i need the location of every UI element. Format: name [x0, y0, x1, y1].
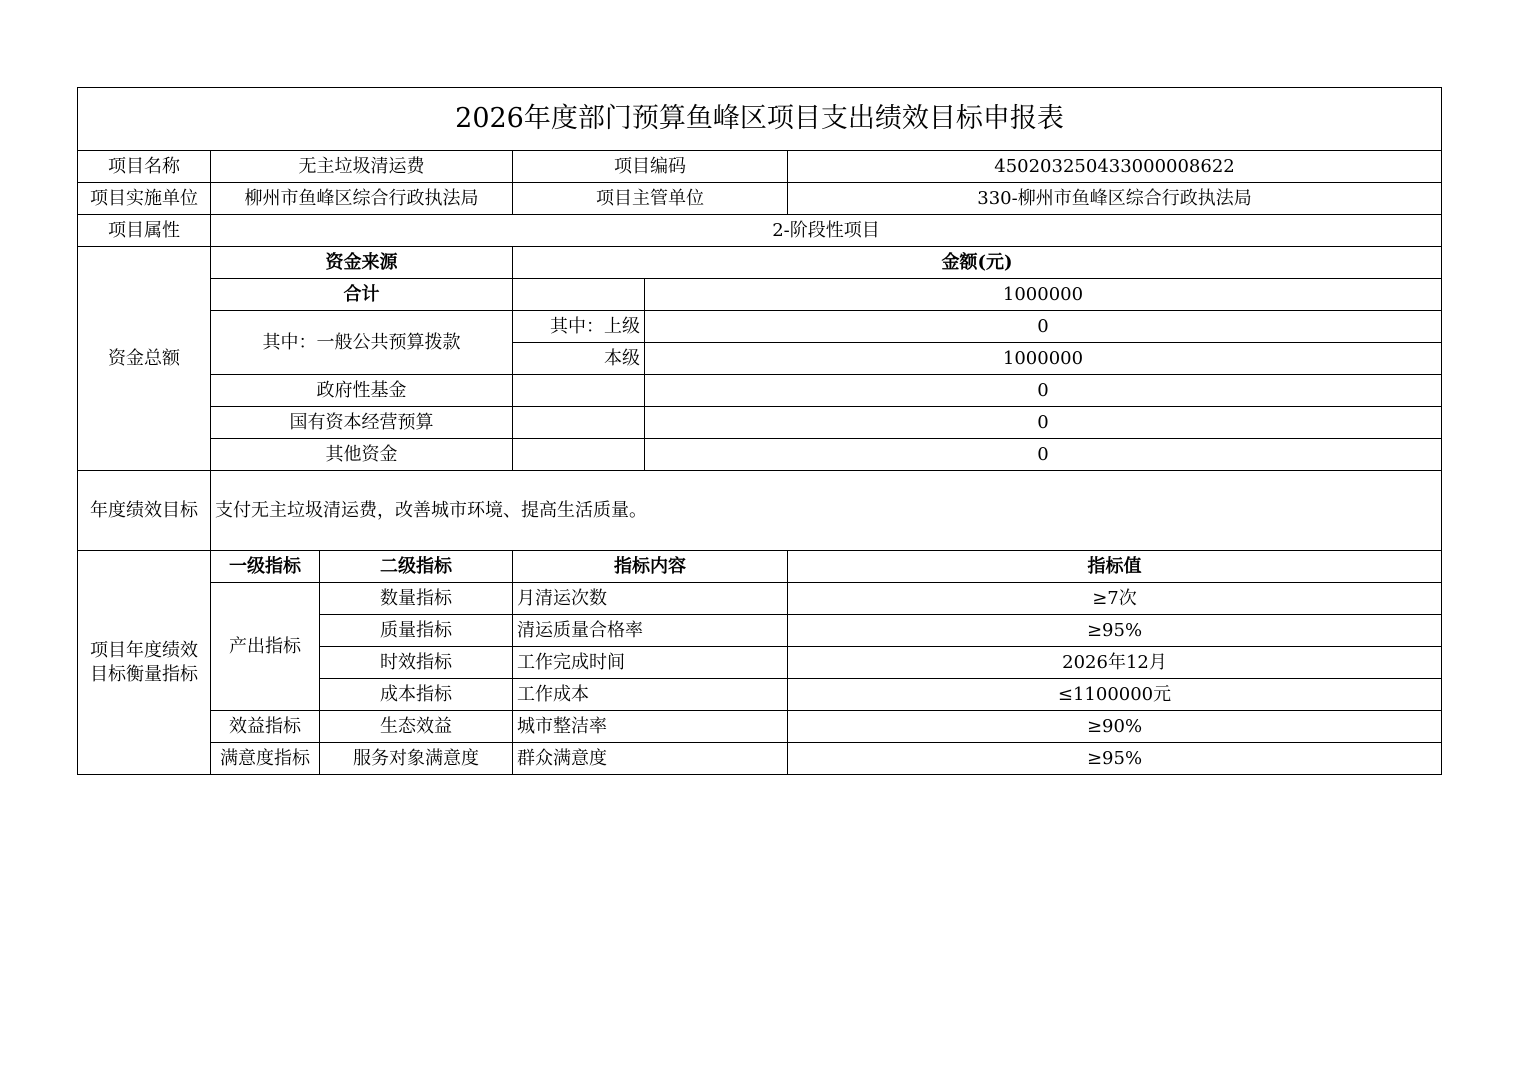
funds-total-value: 1000000: [645, 279, 1442, 311]
funds-amount-header: 金额(元): [513, 247, 1442, 279]
project-name-value: 无主垃圾清运费: [211, 151, 513, 183]
indicator-content: 清运质量合格率: [513, 615, 788, 647]
indicator-level2: 数量指标: [320, 583, 513, 615]
empty-cell: [513, 279, 645, 311]
indicator-content: 月清运次数: [513, 583, 788, 615]
indicator-level2: 服务对象满意度: [320, 743, 513, 775]
benefit-indicator-label: 效益指标: [211, 711, 320, 743]
empty-cell: [513, 407, 645, 439]
page-title: 2026年度部门预算鱼峰区项目支出绩效目标申报表: [78, 88, 1442, 151]
mgmt-unit-value: 330-柳州市鱼峰区综合行政执法局: [788, 183, 1442, 215]
indicator-content: 工作完成时间: [513, 647, 788, 679]
funds-source-header: 资金来源: [211, 247, 513, 279]
empty-cell: [513, 375, 645, 407]
satisfaction-indicator-label: 满意度指标: [211, 743, 320, 775]
indicators-section-label: 项目年度绩效目标衡量指标: [78, 551, 211, 775]
indicator-value: 2026年12月: [788, 647, 1442, 679]
funds-gov-fund-value: 0: [645, 375, 1442, 407]
header-level1: 一级指标: [211, 551, 320, 583]
header-value: 指标值: [788, 551, 1442, 583]
funds-state-capital-label: 国有资本经营预算: [211, 407, 513, 439]
funds-state-capital-value: 0: [645, 407, 1442, 439]
indicator-value: ≥90%: [788, 711, 1442, 743]
output-indicator-label: 产出指标: [211, 583, 320, 711]
funds-other-label: 其他资金: [211, 439, 513, 471]
annual-goal-text: 支付无主垃圾清运费，改善城市环境、提高生活质量。: [211, 471, 1442, 551]
funds-gov-fund-label: 政府性基金: [211, 375, 513, 407]
funds-total-label: 合计: [211, 279, 513, 311]
indicator-content: 工作成本: [513, 679, 788, 711]
indicator-level2: 时效指标: [320, 647, 513, 679]
project-attr-label: 项目属性: [78, 215, 211, 247]
funds-other-value: 0: [645, 439, 1442, 471]
table-row: [78, 583, 1442, 615]
project-name-label: 项目名称: [78, 151, 211, 183]
header-content: 指标内容: [513, 551, 788, 583]
indicator-value: ≥7次: [788, 583, 1442, 615]
indicator-content: 城市整洁率: [513, 711, 788, 743]
funds-upper-label: 其中：上级: [513, 311, 645, 343]
funds-local-label: 本级: [513, 343, 645, 375]
table-row: [78, 711, 1442, 743]
indicator-value: ≥95%: [788, 743, 1442, 775]
indicator-level2: 生态效益: [320, 711, 513, 743]
indicator-value: ≤1100000元: [788, 679, 1442, 711]
mgmt-unit-label: 项目主管单位: [513, 183, 788, 215]
empty-cell: [513, 439, 645, 471]
indicator-value: ≥95%: [788, 615, 1442, 647]
annual-goal-label: 年度绩效目标: [78, 471, 211, 551]
funds-section-label: 资金总额: [78, 247, 211, 471]
indicator-level2: 成本指标: [320, 679, 513, 711]
impl-unit-label: 项目实施单位: [78, 183, 211, 215]
header-level2: 二级指标: [320, 551, 513, 583]
performance-target-table: [77, 87, 1442, 775]
project-attr-value: 2-阶段性项目: [211, 215, 1442, 247]
table-row: [78, 743, 1442, 775]
funds-general-label: 其中：一般公共预算拨款: [211, 311, 513, 375]
project-code-value: 450203250433000008622: [788, 151, 1442, 183]
project-code-label: 项目编码: [513, 151, 788, 183]
funds-upper-value: 0: [645, 311, 1442, 343]
impl-unit-value: 柳州市鱼峰区综合行政执法局: [211, 183, 513, 215]
indicator-content: 群众满意度: [513, 743, 788, 775]
funds-local-value: 1000000: [645, 343, 1442, 375]
indicator-level2: 质量指标: [320, 615, 513, 647]
